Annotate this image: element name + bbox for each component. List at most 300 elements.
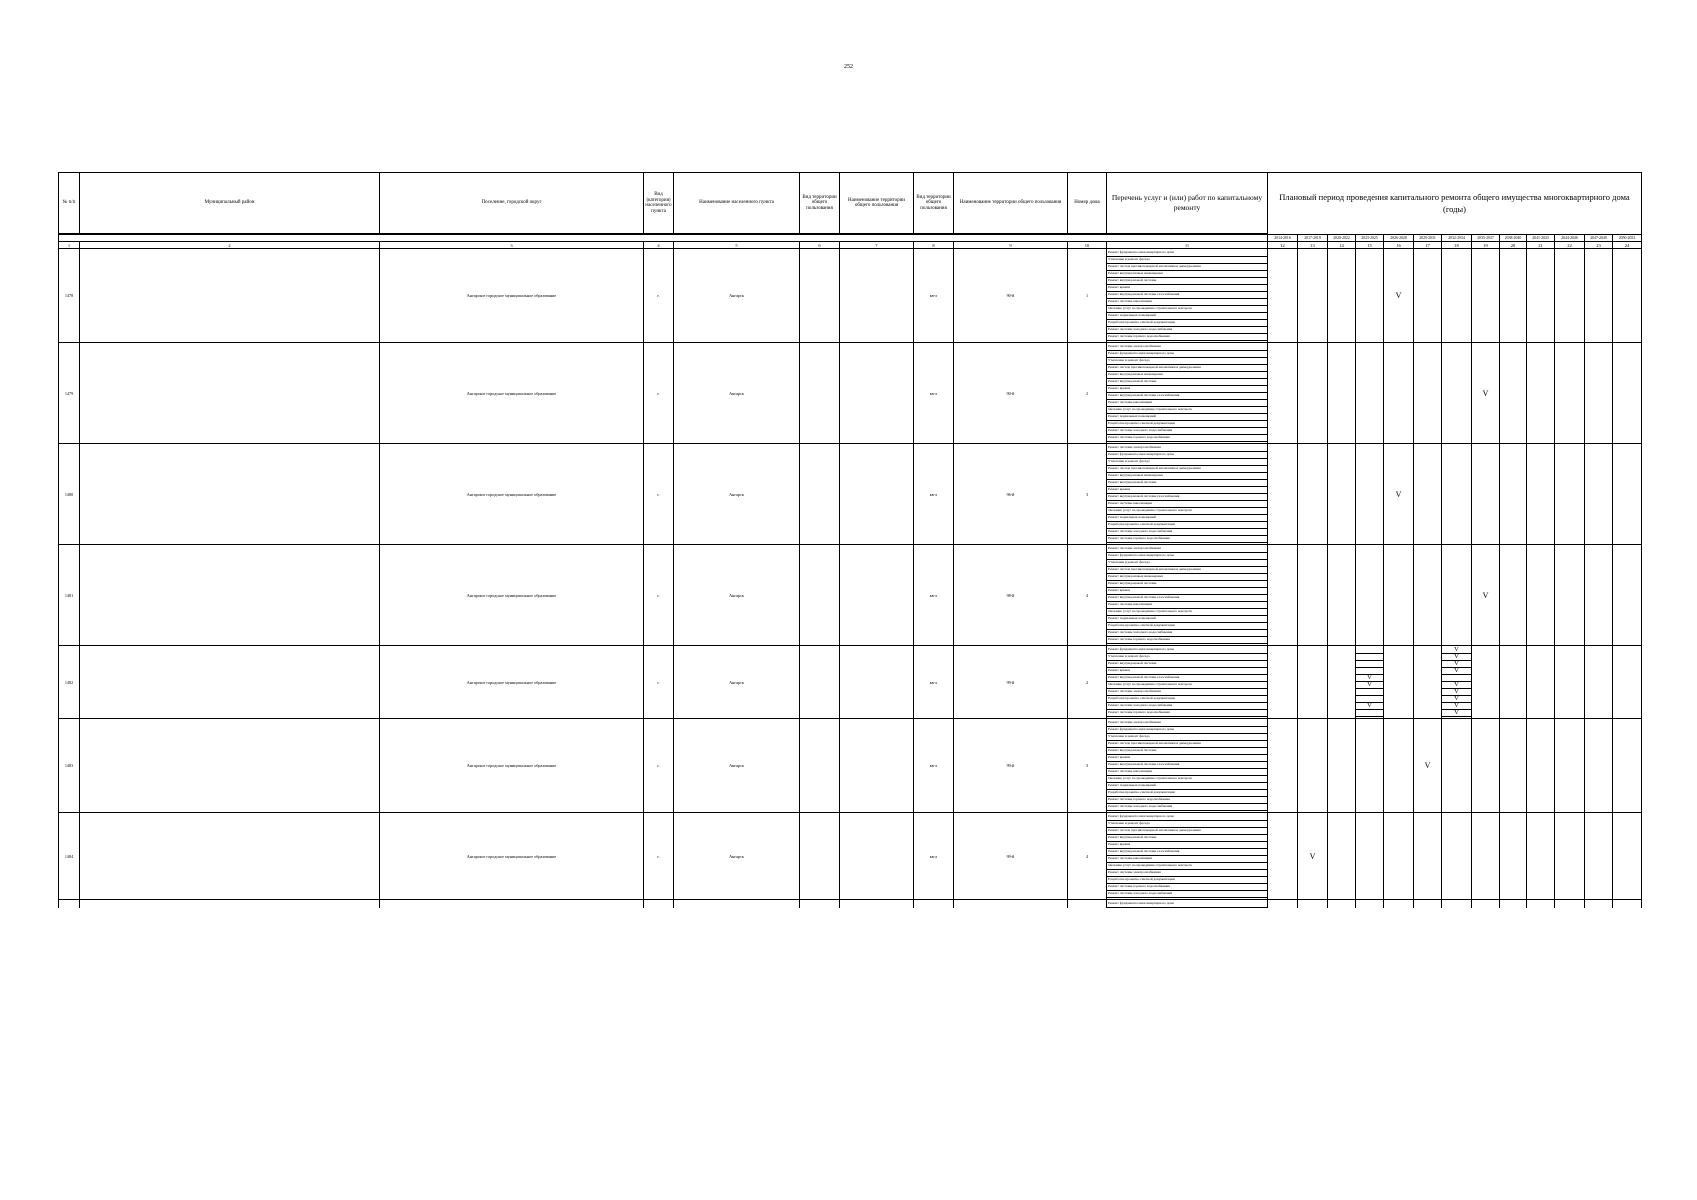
plan-cell: [1527, 343, 1555, 444]
work-item: Ремонт внутридомовой системы: [1107, 379, 1267, 386]
work-item: Ремонт внутридомовой системы: [1107, 278, 1267, 285]
work-item: Ремонт системы электроснабжения: [1107, 720, 1267, 727]
plan-cell: [1328, 646, 1356, 719]
plan-cell: [1442, 813, 1472, 900]
plan-cell: [1328, 545, 1356, 646]
column-number: 23: [1585, 242, 1613, 249]
work-item: Ремонт систем противопожарной автоматики и дымоудаления: [1107, 466, 1267, 473]
work-item: Ремонт систем противопожарной автоматики и дымоудаления: [1107, 828, 1267, 835]
column-number-row: [59, 242, 1642, 249]
work-item: Ремонт внутридомовой системы: [1107, 661, 1267, 668]
work-item: Утепление и ремонт фасада: [1107, 257, 1267, 264]
row-territory-kind: кв-л: [914, 444, 954, 545]
row-house-number: 1: [1068, 249, 1107, 343]
plan-mark: [1356, 710, 1383, 717]
row-house-number: 3: [1068, 444, 1107, 545]
plan-cell: [1555, 249, 1585, 343]
row-locality: Ангарск: [674, 545, 800, 646]
column-number: 3: [380, 242, 644, 249]
work-item: Ремонт системы канализации: [1107, 602, 1267, 609]
plan-cell: [1384, 545, 1414, 646]
plan-cell: [1356, 813, 1384, 900]
plan-cell: [1268, 719, 1298, 813]
plan-cell: [1585, 813, 1613, 900]
row-area-name: [840, 343, 914, 444]
header-territory-name: Наименование территории общего пользования: [954, 173, 1068, 235]
header-territory-kind: Вид территории общего пользования: [914, 173, 954, 235]
row-area-kind: [800, 646, 840, 719]
header-settlement: Поселение, городской округ: [380, 173, 644, 235]
plan-cell: [1298, 545, 1328, 646]
plan-cell: [1298, 343, 1328, 444]
row-locality-kind: г.: [644, 813, 674, 900]
work-item: Ремонт системы холодного водоснабжения: [1107, 703, 1267, 710]
work-item: Ремонт внутридомовой системы газоснабжения: [1107, 762, 1267, 769]
plan-cell: [1298, 900, 1328, 909]
plan-cell: [1555, 813, 1585, 900]
work-item: Ремонт системы холодного водоснабжения: [1107, 630, 1267, 637]
row-index: 1481: [59, 545, 80, 646]
plan-cell: [1613, 343, 1642, 444]
row-area-name: [840, 545, 914, 646]
column-number: 22: [1555, 242, 1585, 249]
plan-marks-cell: [1356, 646, 1384, 719]
column-number: 18: [1442, 242, 1472, 249]
work-item: Ремонт внутридомовой системы: [1107, 480, 1267, 487]
work-item: Ремонт системы горячего водоснабжения: [1107, 884, 1267, 891]
work-item: Ремонт систем противопожарной автоматики и дымоудаления: [1107, 264, 1267, 271]
work-item: Ремонт подвальных помещений: [1107, 616, 1267, 623]
work-item: Ремонт подвальных помещений: [1107, 783, 1267, 790]
work-item: Разработка проектно-сметной документации: [1107, 877, 1267, 884]
header-area-name: Наименование территории общего пользования: [840, 173, 914, 235]
plan-cell: [1585, 444, 1613, 545]
work-item: Ремонт внутридомовых инженерных: [1107, 473, 1267, 480]
work-item: Ремонт внутридомовых инженерных: [1107, 372, 1267, 379]
row-territory-name: 99-й: [954, 646, 1068, 719]
column-number: 12: [1268, 242, 1298, 249]
work-item: Ремонт системы холодного водоснабжения: [1107, 327, 1267, 334]
plan-cell: [1613, 545, 1642, 646]
work-item: Ремонт системы канализации: [1107, 501, 1267, 508]
plan-cell: [1328, 900, 1356, 909]
row-territory-name: 96-й: [954, 444, 1068, 545]
year-header: 2020-2022: [1328, 234, 1356, 242]
row-area-kind: [800, 343, 840, 444]
plan-cell: [1500, 900, 1527, 909]
row-area-kind: [800, 249, 840, 343]
work-item: Ремонт внутридомовой системы газоснабжения: [1107, 292, 1267, 299]
plan-mark: V: [1482, 590, 1489, 600]
row-territory-name: [954, 900, 1068, 909]
row-house-number: 4: [1068, 813, 1107, 900]
works-list: [1107, 646, 1268, 719]
plan-mark: [1356, 689, 1383, 696]
work-item: Утепление и ремонт фасада: [1107, 560, 1267, 567]
plan-cell: [1500, 719, 1527, 813]
work-item: Утепление и ремонт фасада: [1107, 821, 1267, 828]
column-number: 1: [59, 242, 80, 249]
header-locality-kind: Вид (категория) населенного пункта: [644, 173, 674, 235]
work-item: Оказание услуг по проведению строительного контроля: [1107, 682, 1267, 689]
work-item: Ремонт крыши: [1107, 842, 1267, 849]
row-territory-kind: [914, 900, 954, 909]
plan-mark: V: [1442, 689, 1471, 696]
row-index: 1479: [59, 343, 80, 444]
year-header: 2050-2052: [1613, 234, 1642, 242]
row-settlement: Ангарское городское муниципальное образование: [380, 343, 644, 444]
work-item: Ремонт внутридомовой системы газоснабжения: [1107, 393, 1267, 400]
row-area-kind: [800, 444, 840, 545]
work-item: Ремонт внутридомовой системы: [1107, 581, 1267, 588]
year-header: 2041-2043: [1527, 234, 1555, 242]
plan-mark: V: [1442, 696, 1471, 703]
plan-cell: [1527, 249, 1555, 343]
plan-cell: [1328, 343, 1356, 444]
plan-cell: [1356, 545, 1384, 646]
plan-cell: [1585, 719, 1613, 813]
plan-cell: [1527, 719, 1555, 813]
plan-cell: [1442, 719, 1472, 813]
year-header: 2044-2046: [1555, 234, 1585, 242]
plan-cell: [1500, 444, 1527, 545]
row-index: 1480: [59, 444, 80, 545]
work-item: Ремонт системы горячего водоснабжения: [1107, 637, 1267, 644]
plan-cell: [1472, 646, 1500, 719]
row-settlement: [380, 900, 644, 909]
column-number: 10: [1068, 242, 1107, 249]
row-area-name: [840, 444, 914, 545]
plan-cell: [1298, 249, 1328, 343]
row-locality: Ангарск: [674, 249, 800, 343]
plan-mark: V: [1424, 761, 1431, 770]
plan-cell: [1555, 900, 1585, 909]
plan-mark: V: [1442, 654, 1471, 661]
row-locality: Ангарск: [674, 719, 800, 813]
row-settlement: Ангарское городское муниципальное образование: [380, 719, 644, 813]
work-item: Ремонт системы электроснабжения: [1107, 546, 1267, 553]
header-district: Муниципальный район: [80, 173, 380, 235]
year-header: 2032-2034: [1442, 234, 1472, 242]
work-item: Ремонт внутридомовой системы: [1107, 835, 1267, 842]
column-number: 20: [1500, 242, 1527, 249]
plan-cell: [1298, 719, 1328, 813]
row-settlement: Ангарское городское муниципальное образование: [380, 444, 644, 545]
column-number: 6: [800, 242, 840, 249]
column-number: 15: [1356, 242, 1384, 249]
work-item: Ремонт фундамента многоквартирного дома: [1107, 351, 1267, 358]
column-number: 9: [954, 242, 1068, 249]
row-area-name: [840, 646, 914, 719]
column-number: 24: [1613, 242, 1642, 249]
work-item: Ремонт системы холодного водоснабжения: [1107, 428, 1267, 435]
row-territory-kind: кв-л: [914, 249, 954, 343]
work-item: Оказание услуг по проведению строительного контроля: [1107, 776, 1267, 783]
plan-mark: V: [1395, 291, 1402, 300]
works-list: [1107, 343, 1268, 444]
plan-cell: [1585, 900, 1613, 909]
plan-cell: [1500, 646, 1527, 719]
plan-mark: V: [1356, 675, 1383, 682]
work-item: Оказание услуг по проведению строительного контроля: [1107, 609, 1267, 616]
work-item: Ремонт подвальных помещений: [1107, 515, 1267, 522]
row-locality-kind: г.: [644, 444, 674, 545]
plan-cell: [1328, 249, 1356, 343]
plan-cell: [1384, 813, 1414, 900]
row-district: [80, 444, 380, 545]
plan-mark: V: [1356, 682, 1383, 689]
plan-cell: [1384, 646, 1414, 719]
plan-mark: [1356, 661, 1383, 668]
plan-mark: V: [1309, 851, 1316, 861]
plan-cell: [1555, 646, 1585, 719]
row-area-kind: [800, 900, 840, 909]
plan-cell: [1442, 444, 1472, 545]
column-number: 11: [1107, 242, 1268, 249]
column-number: 5: [674, 242, 800, 249]
work-item: Оказание услуг по проведению строительного контроля: [1107, 508, 1267, 515]
column-number: 4: [644, 242, 674, 249]
plan-cell: [1472, 444, 1500, 545]
year-header: 2026-2028: [1384, 234, 1414, 242]
header-index: № п/п: [59, 173, 80, 235]
row-territory-kind: кв-л: [914, 813, 954, 900]
works-list: [1107, 719, 1268, 813]
work-item: Утепление и ремонт фасада: [1107, 654, 1267, 661]
header-row: [59, 173, 1642, 235]
plan-mark: V: [1482, 388, 1489, 398]
plan-cell: [1356, 900, 1384, 909]
column-number: 2: [80, 242, 380, 249]
year-header: 2017-2019: [1298, 234, 1328, 242]
work-item: Ремонт крыши: [1107, 285, 1267, 292]
work-item: Ремонт системы горячего водоснабжения: [1107, 536, 1267, 543]
work-item: Ремонт системы холодного водоснабжения: [1107, 891, 1267, 898]
plan-cell: [1442, 343, 1472, 444]
work-item: Ремонт внутридомовой системы: [1107, 748, 1267, 755]
plan-cell: [1472, 900, 1500, 909]
column-number: 7: [840, 242, 914, 249]
work-item: Ремонт подвальных помещений: [1107, 313, 1267, 320]
plan-cell: [1472, 719, 1500, 813]
work-item: Разработка проектно-сметной документации: [1107, 522, 1267, 529]
plan-cell: [1472, 249, 1500, 343]
years-row: [59, 234, 1642, 242]
work-item: Разработка проектно-сметной документации: [1107, 623, 1267, 630]
works-list: [1107, 813, 1268, 900]
table-row: [59, 249, 1642, 343]
plan-cell: [1268, 900, 1298, 909]
plan-cell: [1414, 813, 1442, 900]
row-locality: Ангарск: [674, 813, 800, 900]
row-district: [80, 646, 380, 719]
plan-cell: [1384, 444, 1414, 545]
row-territory-kind: кв-л: [914, 343, 954, 444]
row-territory-name: 90-й: [954, 343, 1068, 444]
work-item: Утепление и ремонт фасада: [1107, 358, 1267, 365]
works-list: [1107, 900, 1268, 909]
row-territory-name: 99-й: [954, 719, 1068, 813]
plan-mark: V: [1442, 661, 1471, 668]
plan-cell: [1384, 249, 1414, 343]
row-house-number: [1068, 900, 1107, 909]
work-item: Ремонт систем противопожарной автоматики и дымоудаления: [1107, 365, 1267, 372]
row-area-kind: [800, 545, 840, 646]
work-item: Утепление и ремонт фасада: [1107, 734, 1267, 741]
plan-cell: [1298, 444, 1328, 545]
row-area-name: [840, 719, 914, 813]
column-number: 14: [1328, 242, 1356, 249]
year-header: 2038-2040: [1500, 234, 1527, 242]
work-item: Ремонт системы горячего водоснабжения: [1107, 334, 1267, 341]
column-number: 17: [1414, 242, 1442, 249]
work-item: Ремонт фундамента многоквартирного дома: [1107, 553, 1267, 560]
capital-repair-table: [58, 172, 1642, 908]
row-settlement: Ангарское городское муниципальное образование: [380, 545, 644, 646]
table-row: [59, 900, 1642, 909]
row-locality: [674, 900, 800, 909]
row-area-name: [840, 813, 914, 900]
work-item: Ремонт системы горячего водоснабжения: [1107, 797, 1267, 804]
work-item: Ремонт крыши: [1107, 386, 1267, 393]
column-number: 21: [1527, 242, 1555, 249]
plan-cell: [1613, 719, 1642, 813]
work-item: Ремонт системы горячего водоснабжения: [1107, 710, 1267, 717]
row-settlement: Ангарское городское муниципальное образование: [380, 813, 644, 900]
plan-cell: [1527, 900, 1555, 909]
row-territory-name: 98-й: [954, 545, 1068, 646]
row-index: 1482: [59, 646, 80, 719]
row-district: [80, 545, 380, 646]
work-item: Ремонт систем противопожарной автоматики и дымоудаления: [1107, 567, 1267, 574]
work-item: Ремонт фундамента многоквартирного дома: [1107, 814, 1267, 821]
work-item: Ремонт систем противопожарной автоматики и дымоудаления: [1107, 741, 1267, 748]
plan-cell: [1585, 545, 1613, 646]
plan-cell: [1414, 444, 1442, 545]
row-index: 1478: [59, 249, 80, 343]
plan-cell: [1613, 646, 1642, 719]
table-row: [59, 545, 1642, 646]
work-item: Ремонт фундамента многоквартирного дома: [1107, 647, 1267, 654]
row-territory-kind: кв-л: [914, 646, 954, 719]
plan-cell: [1442, 545, 1472, 646]
plan-mark: V: [1442, 668, 1471, 675]
work-item: Ремонт внутридомовой системы газоснабжения: [1107, 595, 1267, 602]
work-item: Ремонт системы канализации: [1107, 400, 1267, 407]
work-item: Ремонт системы горячего водоснабжения: [1107, 435, 1267, 442]
plan-cell: [1328, 813, 1356, 900]
works-list: [1107, 444, 1268, 545]
work-item: Ремонт крыши: [1107, 588, 1267, 595]
row-index: 1484: [59, 813, 80, 900]
plan-cell: [1585, 646, 1613, 719]
column-number: 16: [1384, 242, 1414, 249]
plan-cell: [1527, 444, 1555, 545]
plan-cell: [1500, 249, 1527, 343]
plan-cell: [1268, 813, 1298, 900]
row-house-number: 4: [1068, 545, 1107, 646]
plan-mark: [1356, 647, 1383, 654]
works-list: [1107, 249, 1268, 343]
plan-marks-cell: [1442, 646, 1472, 719]
plan-cell: [1328, 719, 1356, 813]
work-item: Ремонт системы электроснабжения: [1107, 689, 1267, 696]
row-settlement: Ангарское городское муниципальное образование: [380, 249, 644, 343]
year-header: 2047-2049: [1585, 234, 1613, 242]
work-item: Ремонт системы электроснабжения: [1107, 445, 1267, 452]
row-index: [59, 900, 80, 909]
plan-cell: [1500, 343, 1527, 444]
work-item: Ремонт системы канализации: [1107, 856, 1267, 863]
work-item: Ремонт системы канализации: [1107, 299, 1267, 306]
plan-cell: [1268, 646, 1298, 719]
work-item: Ремонт внутридомовой системы газоснабжения: [1107, 494, 1267, 501]
plan-cell: [1268, 444, 1298, 545]
work-item: Ремонт фундамента многоквартирного дома: [1107, 727, 1267, 734]
column-number: 19: [1472, 242, 1500, 249]
year-header: 2014-2016: [1268, 234, 1298, 242]
work-item: Ремонт системы электроснабжения: [1107, 870, 1267, 877]
plan-cell: [1384, 719, 1414, 813]
row-locality-kind: г.: [644, 343, 674, 444]
plan-cell: [1527, 813, 1555, 900]
plan-cell: [1414, 900, 1442, 909]
row-locality-kind: г.: [644, 719, 674, 813]
work-item: Ремонт системы холодного водоснабжения: [1107, 529, 1267, 536]
year-header: 2035-2037: [1472, 234, 1500, 242]
plan-cell: [1356, 343, 1384, 444]
work-item: Ремонт внутридомовых инженерных: [1107, 271, 1267, 278]
row-territory-name: 90-й: [954, 249, 1068, 343]
work-item: Разработка проектно-сметной документации: [1107, 696, 1267, 703]
header-area-kind: Вид территории общего пользования: [800, 173, 840, 235]
plan-mark: V: [1442, 682, 1471, 689]
works-list: [1107, 545, 1268, 646]
row-area-name: [840, 249, 914, 343]
plan-cell: [1414, 249, 1442, 343]
plan-cell: [1384, 900, 1414, 909]
work-item: Ремонт крыши: [1107, 487, 1267, 494]
work-item: Ремонт фундамента многоквартирного дома: [1107, 452, 1267, 459]
plan-mark: V: [1442, 647, 1471, 654]
table-row: [59, 646, 1642, 719]
plan-cell: [1472, 813, 1500, 900]
work-item: Оказание услуг по проведению строительного контроля: [1107, 863, 1267, 870]
plan-cell: [1472, 343, 1500, 444]
row-district: [80, 813, 380, 900]
plan-cell: [1555, 719, 1585, 813]
work-item: Разработка проектно-сметной документации: [1107, 421, 1267, 428]
row-locality: Ангарск: [674, 646, 800, 719]
page-number: 252: [844, 64, 853, 70]
plan-cell: [1356, 719, 1384, 813]
year-header: 2029-2031: [1414, 234, 1442, 242]
plan-cell: [1356, 249, 1384, 343]
row-house-number: 2: [1068, 343, 1107, 444]
work-item: Ремонт крыши: [1107, 668, 1267, 675]
plan-cell: [1442, 900, 1472, 909]
column-number: 8: [914, 242, 954, 249]
work-item: Ремонт системы холодного водоснабжения: [1107, 804, 1267, 811]
plan-cell: [1268, 545, 1298, 646]
plan-cell: [1527, 646, 1555, 719]
plan-cell: [1414, 545, 1442, 646]
plan-cell: [1384, 343, 1414, 444]
row-locality-kind: [644, 900, 674, 909]
work-item: Оказание услуг по проведению строительного контроля: [1107, 306, 1267, 313]
work-item: Ремонт внутридомовой системы газоснабжения: [1107, 849, 1267, 856]
row-district: [80, 343, 380, 444]
